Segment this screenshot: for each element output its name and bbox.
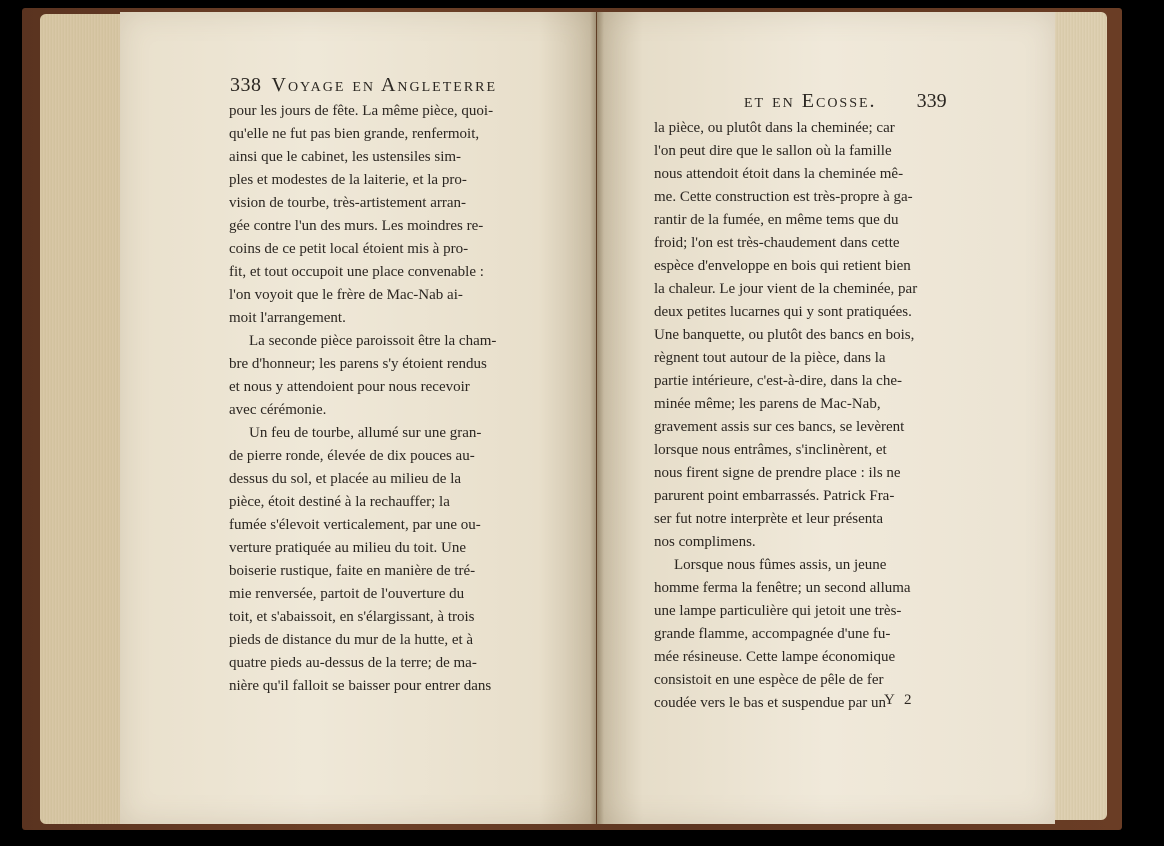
text-line: bre d'honneur; les parens s'y étoient rendus: [229, 356, 487, 372]
text-line: toit, et s'abaissoit, en s'élargissant, à trois: [229, 609, 475, 625]
text-line: coins de ce petit local étoient mis à pro-: [229, 241, 469, 257]
text-line: mie renversée, partoit de l'ouverture du: [229, 586, 465, 602]
left-page-number: 338: [230, 74, 262, 96]
text-line: nière qu'il falloit se baisser pour entrer dans: [229, 678, 492, 694]
text-line: nous firent signe de prendre place : ils ne: [654, 465, 901, 481]
text-line: l'on peut dire que le sallon où la famille: [654, 143, 892, 159]
right-running-head: [744, 90, 947, 113]
text-line: règnent tout autour de la pièce, dans la: [654, 350, 886, 366]
left-page-edges: [40, 14, 130, 824]
text-line: partie intérieure, c'est-à-dire, dans la che-: [654, 373, 902, 389]
text-line: vision de tourbe, très-artistement arran-: [229, 195, 466, 211]
text-line: grande flamme, accompagnée d'une fu-: [654, 626, 891, 642]
text-line: parurent point embarrassés. Patrick Fra-: [654, 488, 895, 504]
text-line: Un feu de tourbe, allumé sur une gran-: [249, 425, 482, 441]
left-running-title: Voyage en Angleterre: [271, 74, 498, 96]
text-line: boiserie rustique, faite en manière de tré-: [229, 563, 476, 579]
text-line: et nous y attendoient pour nous recevoir: [229, 379, 470, 395]
right-running-title: et en Ecosse.: [744, 90, 877, 112]
text-line: gée contre l'un des murs. Les moindres re-: [229, 218, 484, 234]
text-line: homme ferma la fenêtre; un second alluma: [654, 580, 911, 596]
text-line: deux petites lucarnes qui y sont pratiquées.: [654, 304, 912, 320]
text-line: de pierre ronde, élevée de dix pouces au-: [229, 448, 475, 464]
text-line: minée même; les parens de Mac-Nab,: [654, 396, 881, 412]
text-line: espèce d'enveloppe en bois qui retient bien: [654, 258, 911, 274]
text-line: nos complimens.: [654, 534, 756, 550]
text-line: nous attendoit étoit dans la cheminée mê-: [654, 166, 904, 182]
text-line: ser fut notre interprète et leur présenta: [654, 511, 884, 527]
text-line: la chaleur. Le jour vient de la cheminée, par: [654, 281, 918, 297]
text-line: froid; l'on est très-chaudement dans cette: [654, 235, 900, 251]
text-line: lorsque nous entrâmes, s'inclinèrent, et: [654, 442, 887, 458]
text-line: rantir de la fumée, en même tems que du: [654, 212, 899, 228]
text-line: me. Cette construction est très-propre à ga-: [654, 189, 913, 205]
text-line: consistoit en une espèce de pêle de fer: [654, 672, 884, 688]
text-line: La seconde pièce paroissoit être la cham-: [249, 333, 497, 349]
right-page-number: 339: [916, 90, 947, 112]
text-line: pieds de distance du mur de la hutte, et à: [229, 632, 474, 648]
text-line: moit l'arrangement.: [229, 310, 346, 326]
book-gutter: [590, 12, 604, 824]
signature-mark: Y 2: [884, 692, 915, 708]
text-line: avec cérémonie.: [229, 402, 327, 418]
text-line: l'on voyoit que le frère de Mac-Nab ai-: [229, 287, 463, 303]
text-line: pour les jours de fête. La même pièce, quoi-: [229, 103, 494, 119]
text-line: verture pratiquée au milieu du toit. Une: [229, 540, 467, 556]
text-line: qu'elle ne fut pas bien grande, renfermoit,: [229, 126, 480, 142]
text-line: ples et modestes de la laiterie, et la pro-: [229, 172, 467, 188]
right-page-edges: [1052, 12, 1107, 820]
text-line: fumée s'élevoit verticalement, par une ou-: [229, 517, 481, 533]
text-line: dessus du sol, et placée au milieu de la: [229, 471, 462, 487]
text-line: gravement assis sur ces bancs, se levèrent: [654, 419, 905, 435]
text-line: Lorsque nous fûmes assis, un jeune: [674, 557, 887, 573]
text-line: fit, et tout occupoit une place convenable :: [229, 264, 484, 280]
text-line: ainsi que le cabinet, les ustensiles sim-: [229, 149, 462, 165]
text-line: coudée vers le bas et suspendue par un: [654, 695, 887, 711]
left-running-head: [230, 74, 497, 97]
text-line: Une banquette, ou plutôt des bancs en bois,: [654, 327, 915, 343]
text-line: quatre pieds au-dessus de la terre; de ma-: [229, 655, 477, 671]
text-line: pièce, étoit destiné à la rechauffer; la: [229, 494, 450, 510]
text-line: une lampe particulière qui jetoit une très-: [654, 603, 902, 619]
text-line: la pièce, ou plutôt dans la cheminée; car: [654, 120, 895, 136]
text-line: mée résineuse. Cette lampe économique: [654, 649, 896, 665]
